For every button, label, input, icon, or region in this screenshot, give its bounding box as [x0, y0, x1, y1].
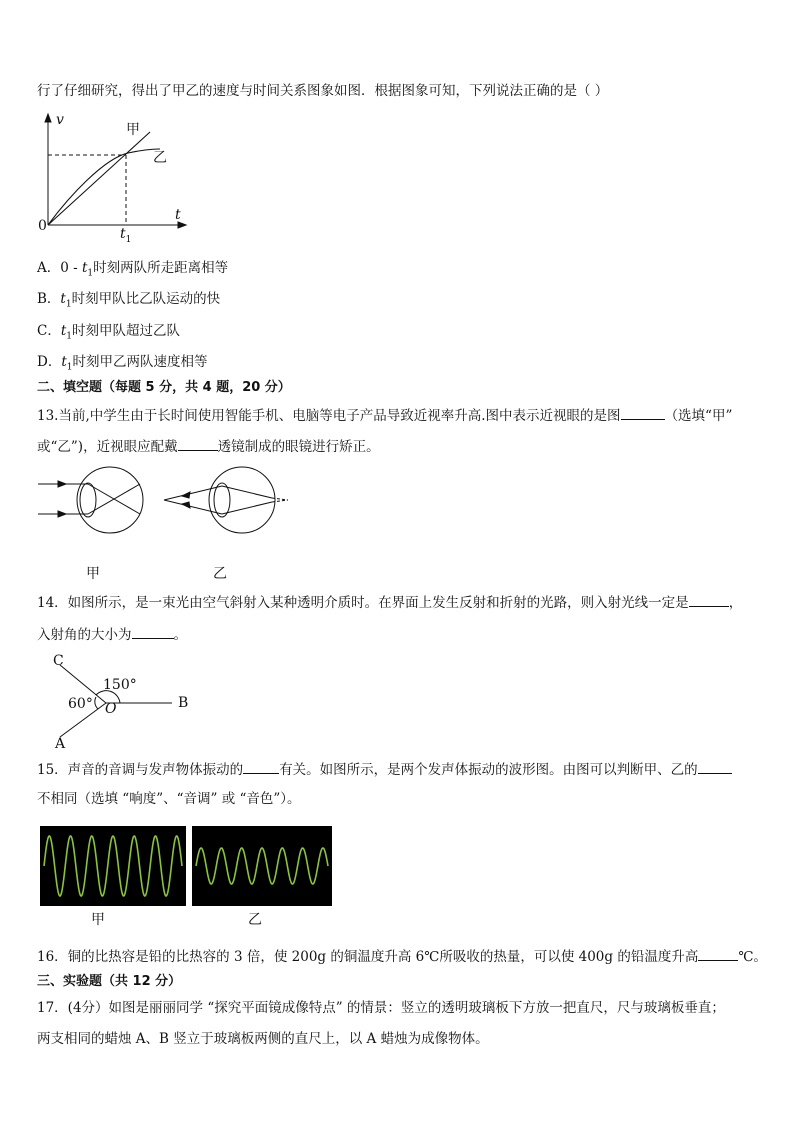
question-15-line2: 不相同（选填 “响度”、“音调” 或 “音色”）。: [37, 791, 301, 807]
blank-14-1[interactable]: [689, 592, 729, 607]
blank-13-1[interactable]: [621, 405, 665, 420]
graph-origin-label: 0: [38, 218, 47, 234]
graph-jia-label: 甲: [126, 122, 140, 138]
point-o-label: O: [105, 701, 117, 717]
v-axis-arrow: [45, 114, 51, 122]
question-13-line1: 13.当前,中学生由于长时间使用智能手机、电脑等电子产品导致近视率升高.图中表示近视眼的是图 （选填“甲”: [37, 405, 732, 425]
waveform-yi: [192, 826, 332, 906]
question-13-line2: 或“乙”)，近视眼应配戴 透镜制成的眼镜进行矫正。: [37, 436, 380, 456]
blank-13-2[interactable]: [178, 436, 218, 451]
eye-label-jia: 甲: [86, 566, 100, 582]
option-b: B．$t_1$时刻甲队比乙队运动的快: [37, 291, 221, 310]
question-17-line1: 17．(4分）如图是丽丽同学 “探究平面镜成像特点” 的情景：竖立的透明玻璃板下方放一把直尺，尺与玻璃板垂直；: [37, 1000, 725, 1016]
section-3-title: 三、实验题（共 12 分）: [37, 974, 182, 989]
blank-16-1[interactable]: [698, 946, 738, 961]
curve-yi: [48, 149, 160, 225]
question-12-stem: 行了仔细研究，得出了甲乙的速度与时间关系图象如图．根据图象可知，下列说法正确的是（ ）: [37, 83, 609, 99]
eye-diagram-yi: [160, 462, 300, 542]
eye-label-yi: 乙: [213, 566, 227, 582]
waveform-jia: [40, 826, 186, 906]
graph-t1-label: $t_1$: [120, 226, 132, 245]
blank-15-1[interactable]: [243, 759, 279, 774]
option-c: C．$t_1$时刻甲队超过乙队: [37, 323, 181, 342]
wave-label-jia: 甲: [91, 912, 105, 928]
section-2-title: 二、填空题（每题 5 分，共 4 题，20 分）: [37, 380, 291, 395]
graph-yi-label: 乙: [153, 150, 167, 166]
blank-15-2[interactable]: [698, 759, 732, 774]
velocity-time-graph: [30, 110, 200, 245]
line-jia: [48, 132, 150, 225]
blank-14-2[interactable]: [132, 624, 174, 639]
angle-60-label: 60°: [68, 696, 93, 712]
question-14-line1: 14．如图所示，是一束光由空气斜射入某种透明介质时。在界面上发生反射和折射的光路，则入射光线一定是 ，: [37, 592, 742, 612]
eye-diagram-jia: [38, 462, 158, 542]
wave-label-yi: 乙: [248, 912, 262, 928]
question-16-line: 16．铜的比热容是铅的比热容的 3 倍，使 200g 的铜温度升高 6℃所吸收的热量，可以使 400g 的铅温度升高 ℃。: [37, 946, 767, 966]
question-17-line2: 两支相同的蜡烛 A、B 竖立于玻璃板两侧的直尺上，以 A 蜡烛为成像物体。: [37, 1031, 489, 1047]
graph-t-label: t: [175, 207, 181, 223]
option-a: A．$0 - t_1$时刻两队所走距离相等: [37, 260, 229, 279]
graph-v-label: v: [56, 112, 64, 128]
point-c-label: C: [53, 653, 64, 669]
angle-150-label: 150°: [103, 677, 137, 693]
question-14-line2: 入射角的大小为 。: [37, 624, 187, 644]
question-15-line1: 15．声音的音调与发声物体振动的 有关。如图所示，是两个发声体振动的波形图。由图可以判断甲、乙的: [37, 759, 732, 779]
point-b-label: B: [178, 695, 189, 711]
option-d: D．$t_1$时刻甲乙两队速度相等: [37, 354, 208, 373]
point-a-label: A: [55, 736, 66, 752]
